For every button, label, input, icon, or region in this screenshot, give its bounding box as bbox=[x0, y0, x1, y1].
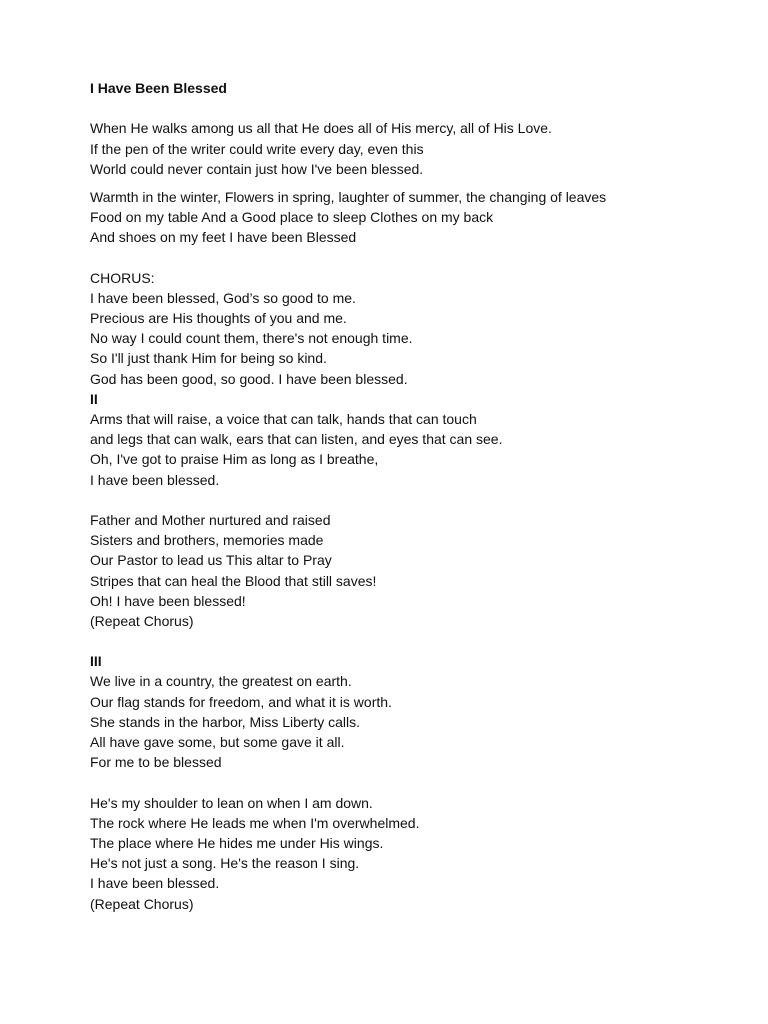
lyric-line: The place where He hides me under His wings. bbox=[90, 834, 384, 851]
lyric-line: World could never contain just how I've been blessed. bbox=[90, 160, 424, 177]
lyric-line: He's not just a song. He's the reason I sing. bbox=[90, 855, 360, 872]
spacer bbox=[90, 772, 680, 792]
lyric-line: I have been blessed. bbox=[90, 471, 220, 488]
lyric-line: Our Pastor to lead us This altar to Pray bbox=[90, 552, 332, 569]
verse-four-stanza bbox=[90, 651, 680, 772]
lyric-line: Warmth in the winter, Flowers in spring, laughter of summer, the changing of leaves bbox=[90, 188, 607, 205]
verse-one-stanza bbox=[90, 187, 680, 248]
verse-five-stanza bbox=[90, 793, 680, 914]
lyric-line: Stripes that can heal the Blood that still saves! bbox=[90, 572, 377, 589]
repeat-chorus-note: (Repeat Chorus) bbox=[90, 612, 194, 629]
spacer bbox=[90, 631, 680, 651]
intro-stanza bbox=[90, 118, 680, 179]
lyric-line: I have been blessed, God’s so good to me. bbox=[90, 289, 356, 306]
lyric-line: No way I could count them, there's not enough time. bbox=[90, 330, 413, 347]
spacer bbox=[90, 248, 680, 268]
lyric-line: When He walks among us all that He does all of His mercy, all of His Love. bbox=[90, 120, 552, 137]
chorus-stanza bbox=[90, 268, 680, 389]
repeat-chorus-note: (Repeat Chorus) bbox=[90, 895, 194, 912]
verse-three-stanza bbox=[90, 510, 680, 631]
lyric-line: Sisters and brothers, memories made bbox=[90, 532, 324, 549]
lyric-line: God has been good, so good. I have been blessed. bbox=[90, 370, 408, 387]
spacer bbox=[90, 179, 680, 187]
lyric-line: Precious are His thoughts of you and me. bbox=[90, 310, 347, 327]
lyric-line: So I'll just thank Him for being so kind. bbox=[90, 350, 327, 367]
lyric-line: We live in a country, the greatest on earth. bbox=[90, 673, 352, 690]
lyric-line: And shoes on my feet I have been Blessed bbox=[90, 229, 357, 246]
chorus-heading: CHORUS: bbox=[90, 269, 155, 286]
verse-marker: II bbox=[90, 390, 98, 407]
lyric-line: She stands in the harbor, Miss Liberty calls. bbox=[90, 713, 361, 730]
verse-two-stanza bbox=[90, 389, 680, 490]
lyric-line: Oh, I've got to praise Him as long as I breathe, bbox=[90, 451, 379, 468]
document-page bbox=[90, 78, 680, 914]
lyric-line: For me to be blessed bbox=[90, 754, 222, 771]
document-title: I Have Been Blessed bbox=[90, 80, 227, 96]
lyric-line: and legs that can walk, ears that can listen, and eyes that can see. bbox=[90, 431, 503, 448]
lyric-line: I have been blessed. bbox=[90, 875, 220, 892]
verse-marker: III bbox=[90, 653, 102, 670]
lyric-line: Oh! I have been blessed! bbox=[90, 592, 246, 609]
lyric-line: The rock where He leads me when I'm overwhelmed. bbox=[90, 814, 420, 831]
lyric-line: He's my shoulder to lean on when I am down. bbox=[90, 794, 373, 811]
lyric-line: Our flag stands for freedom, and what it is worth. bbox=[90, 693, 392, 710]
spacer bbox=[90, 490, 680, 510]
spacer bbox=[90, 98, 680, 118]
lyric-line: Father and Mother nurtured and raised bbox=[90, 511, 331, 528]
lyric-line: All have gave some, but some gave it all. bbox=[90, 734, 345, 751]
lyric-line: If the pen of the writer could write every day, even this bbox=[90, 140, 424, 157]
lyric-line: Food on my table And a Good place to sleep Clothes on my back bbox=[90, 209, 494, 226]
lyric-line: Arms that will raise, a voice that can talk, hands that can touch bbox=[90, 411, 477, 428]
